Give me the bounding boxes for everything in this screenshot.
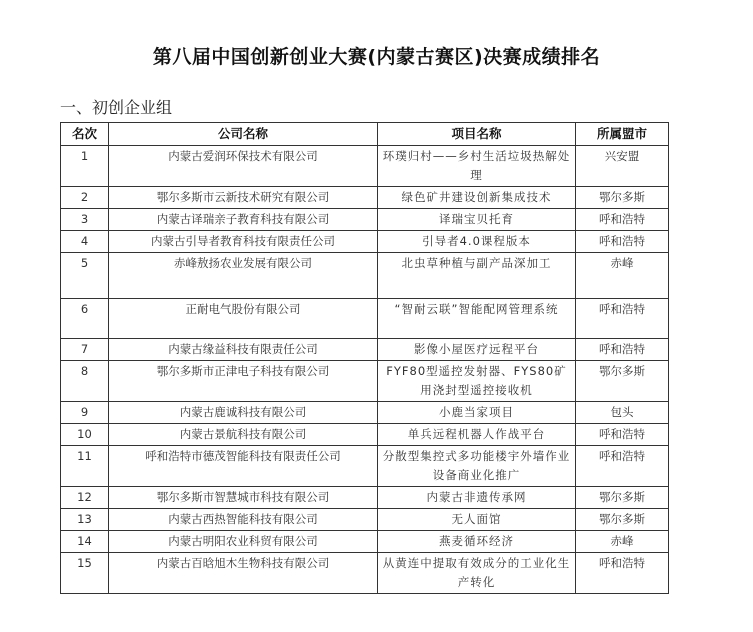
rank-cell: 3: [61, 209, 109, 231]
company-cell: 内蒙古百晗旭木生物科技有限公司: [109, 553, 378, 594]
company-cell: 鄂尔多斯市云新技术研究有限公司: [109, 187, 378, 209]
header-company: 公司名称: [109, 123, 378, 146]
company-cell: 内蒙古引导者教育科技有限责任公司: [109, 231, 378, 253]
company-cell: 鄂尔多斯市智慧城市科技有限公司: [109, 487, 378, 509]
project-cell: 分散型集控式多功能楼宇外墙作业设备商业化推广: [378, 446, 576, 487]
project-cell: 内蒙古非遗传承网: [378, 487, 576, 509]
company-cell: 内蒙古鹿诚科技有限公司: [109, 402, 378, 424]
table-row: [61, 509, 669, 531]
region-cell: 呼和浩特: [576, 446, 669, 487]
rank-cell: 4: [61, 231, 109, 253]
table-row: [61, 487, 669, 509]
project-cell: “智耐云联”智能配网管理系统: [378, 299, 576, 339]
region-cell: 包头: [576, 402, 669, 424]
rank-cell: 7: [61, 339, 109, 361]
region-cell: 鄂尔多斯: [576, 487, 669, 509]
table-row: [61, 209, 669, 231]
page-title: 第八届中国创新创业大赛(内蒙古赛区)决赛成绩排名: [152, 46, 601, 68]
rank-cell: 15: [61, 553, 109, 594]
region-cell: 赤峰: [576, 531, 669, 553]
company-cell: 赤峰敖扬农业发展有限公司: [109, 253, 378, 299]
region-cell: 鄂尔多斯: [576, 361, 669, 402]
region-cell: 呼和浩特: [576, 424, 669, 446]
table-row: [61, 299, 669, 339]
company-cell: 内蒙古缘益科技有限责任公司: [109, 339, 378, 361]
table-row: [61, 446, 669, 487]
region-cell: 鄂尔多斯: [576, 187, 669, 209]
table-row: [61, 424, 669, 446]
table-row: [61, 231, 669, 253]
header-rank: 名次: [61, 123, 109, 146]
rank-cell: 1: [61, 146, 109, 187]
rank-cell: 14: [61, 531, 109, 553]
project-cell: 绿色矿井建设创新集成技术: [378, 187, 576, 209]
company-cell: 鄂尔多斯市正津电子科技有限公司: [109, 361, 378, 402]
project-cell: 燕麦循环经济: [378, 531, 576, 553]
rank-cell: 12: [61, 487, 109, 509]
header-project: 项目名称: [378, 123, 576, 146]
project-cell: 引导者4.0课程版本: [378, 231, 576, 253]
project-cell: 译瑞宝贝托育: [378, 209, 576, 231]
project-cell: 环璞归村——乡村生活垃圾热解处理: [378, 146, 576, 187]
table-row: [61, 531, 669, 553]
table-row: [61, 339, 669, 361]
section-heading: 一、初创企业组: [60, 98, 173, 117]
rank-cell: 13: [61, 509, 109, 531]
region-cell: 呼和浩特: [576, 299, 669, 339]
region-cell: 呼和浩特: [576, 553, 669, 594]
table-row: [61, 402, 669, 424]
company-cell: 内蒙古景航科技有限公司: [109, 424, 378, 446]
company-cell: 内蒙古爱润环保技术有限公司: [109, 146, 378, 187]
region-cell: 鄂尔多斯: [576, 509, 669, 531]
rank-cell: 10: [61, 424, 109, 446]
company-cell: 呼和浩特市德茂智能科技有限责任公司: [109, 446, 378, 487]
project-cell: 单兵远程机器人作战平台: [378, 424, 576, 446]
rank-cell: 6: [61, 299, 109, 339]
company-cell: 内蒙古明阳农业科贸有限公司: [109, 531, 378, 553]
company-cell: 正耐电气股份有限公司: [109, 299, 378, 339]
header-region: 所属盟市: [576, 123, 669, 146]
rank-cell: 9: [61, 402, 109, 424]
rank-cell: 5: [61, 253, 109, 299]
ranking-table: [60, 122, 669, 594]
project-cell: 影像小屋医疗远程平台: [378, 339, 576, 361]
table-row: [61, 361, 669, 402]
rank-cell: 2: [61, 187, 109, 209]
region-cell: 呼和浩特: [576, 339, 669, 361]
rank-cell: 8: [61, 361, 109, 402]
project-cell: 无人面馆: [378, 509, 576, 531]
region-cell: 呼和浩特: [576, 231, 669, 253]
project-cell: 小鹿当家项目: [378, 402, 576, 424]
region-cell: 兴安盟: [576, 146, 669, 187]
table-row: [61, 146, 669, 187]
table-header-row: [61, 123, 669, 146]
region-cell: 呼和浩特: [576, 209, 669, 231]
company-cell: 内蒙古西热智能科技有限公司: [109, 509, 378, 531]
table-row: [61, 187, 669, 209]
project-cell: 从黄连中提取有效成分的工业化生产转化: [378, 553, 576, 594]
project-cell: 北虫草种植与副产品深加工: [378, 253, 576, 299]
company-cell: 内蒙古译瑞亲子教育科技有限公司: [109, 209, 378, 231]
project-cell: FYF80型遥控发射器、FYS80矿用浇封型遥控接收机: [378, 361, 576, 402]
table-row: [61, 253, 669, 299]
region-cell: 赤峰: [576, 253, 669, 299]
table-row: [61, 553, 669, 594]
rank-cell: 11: [61, 446, 109, 487]
